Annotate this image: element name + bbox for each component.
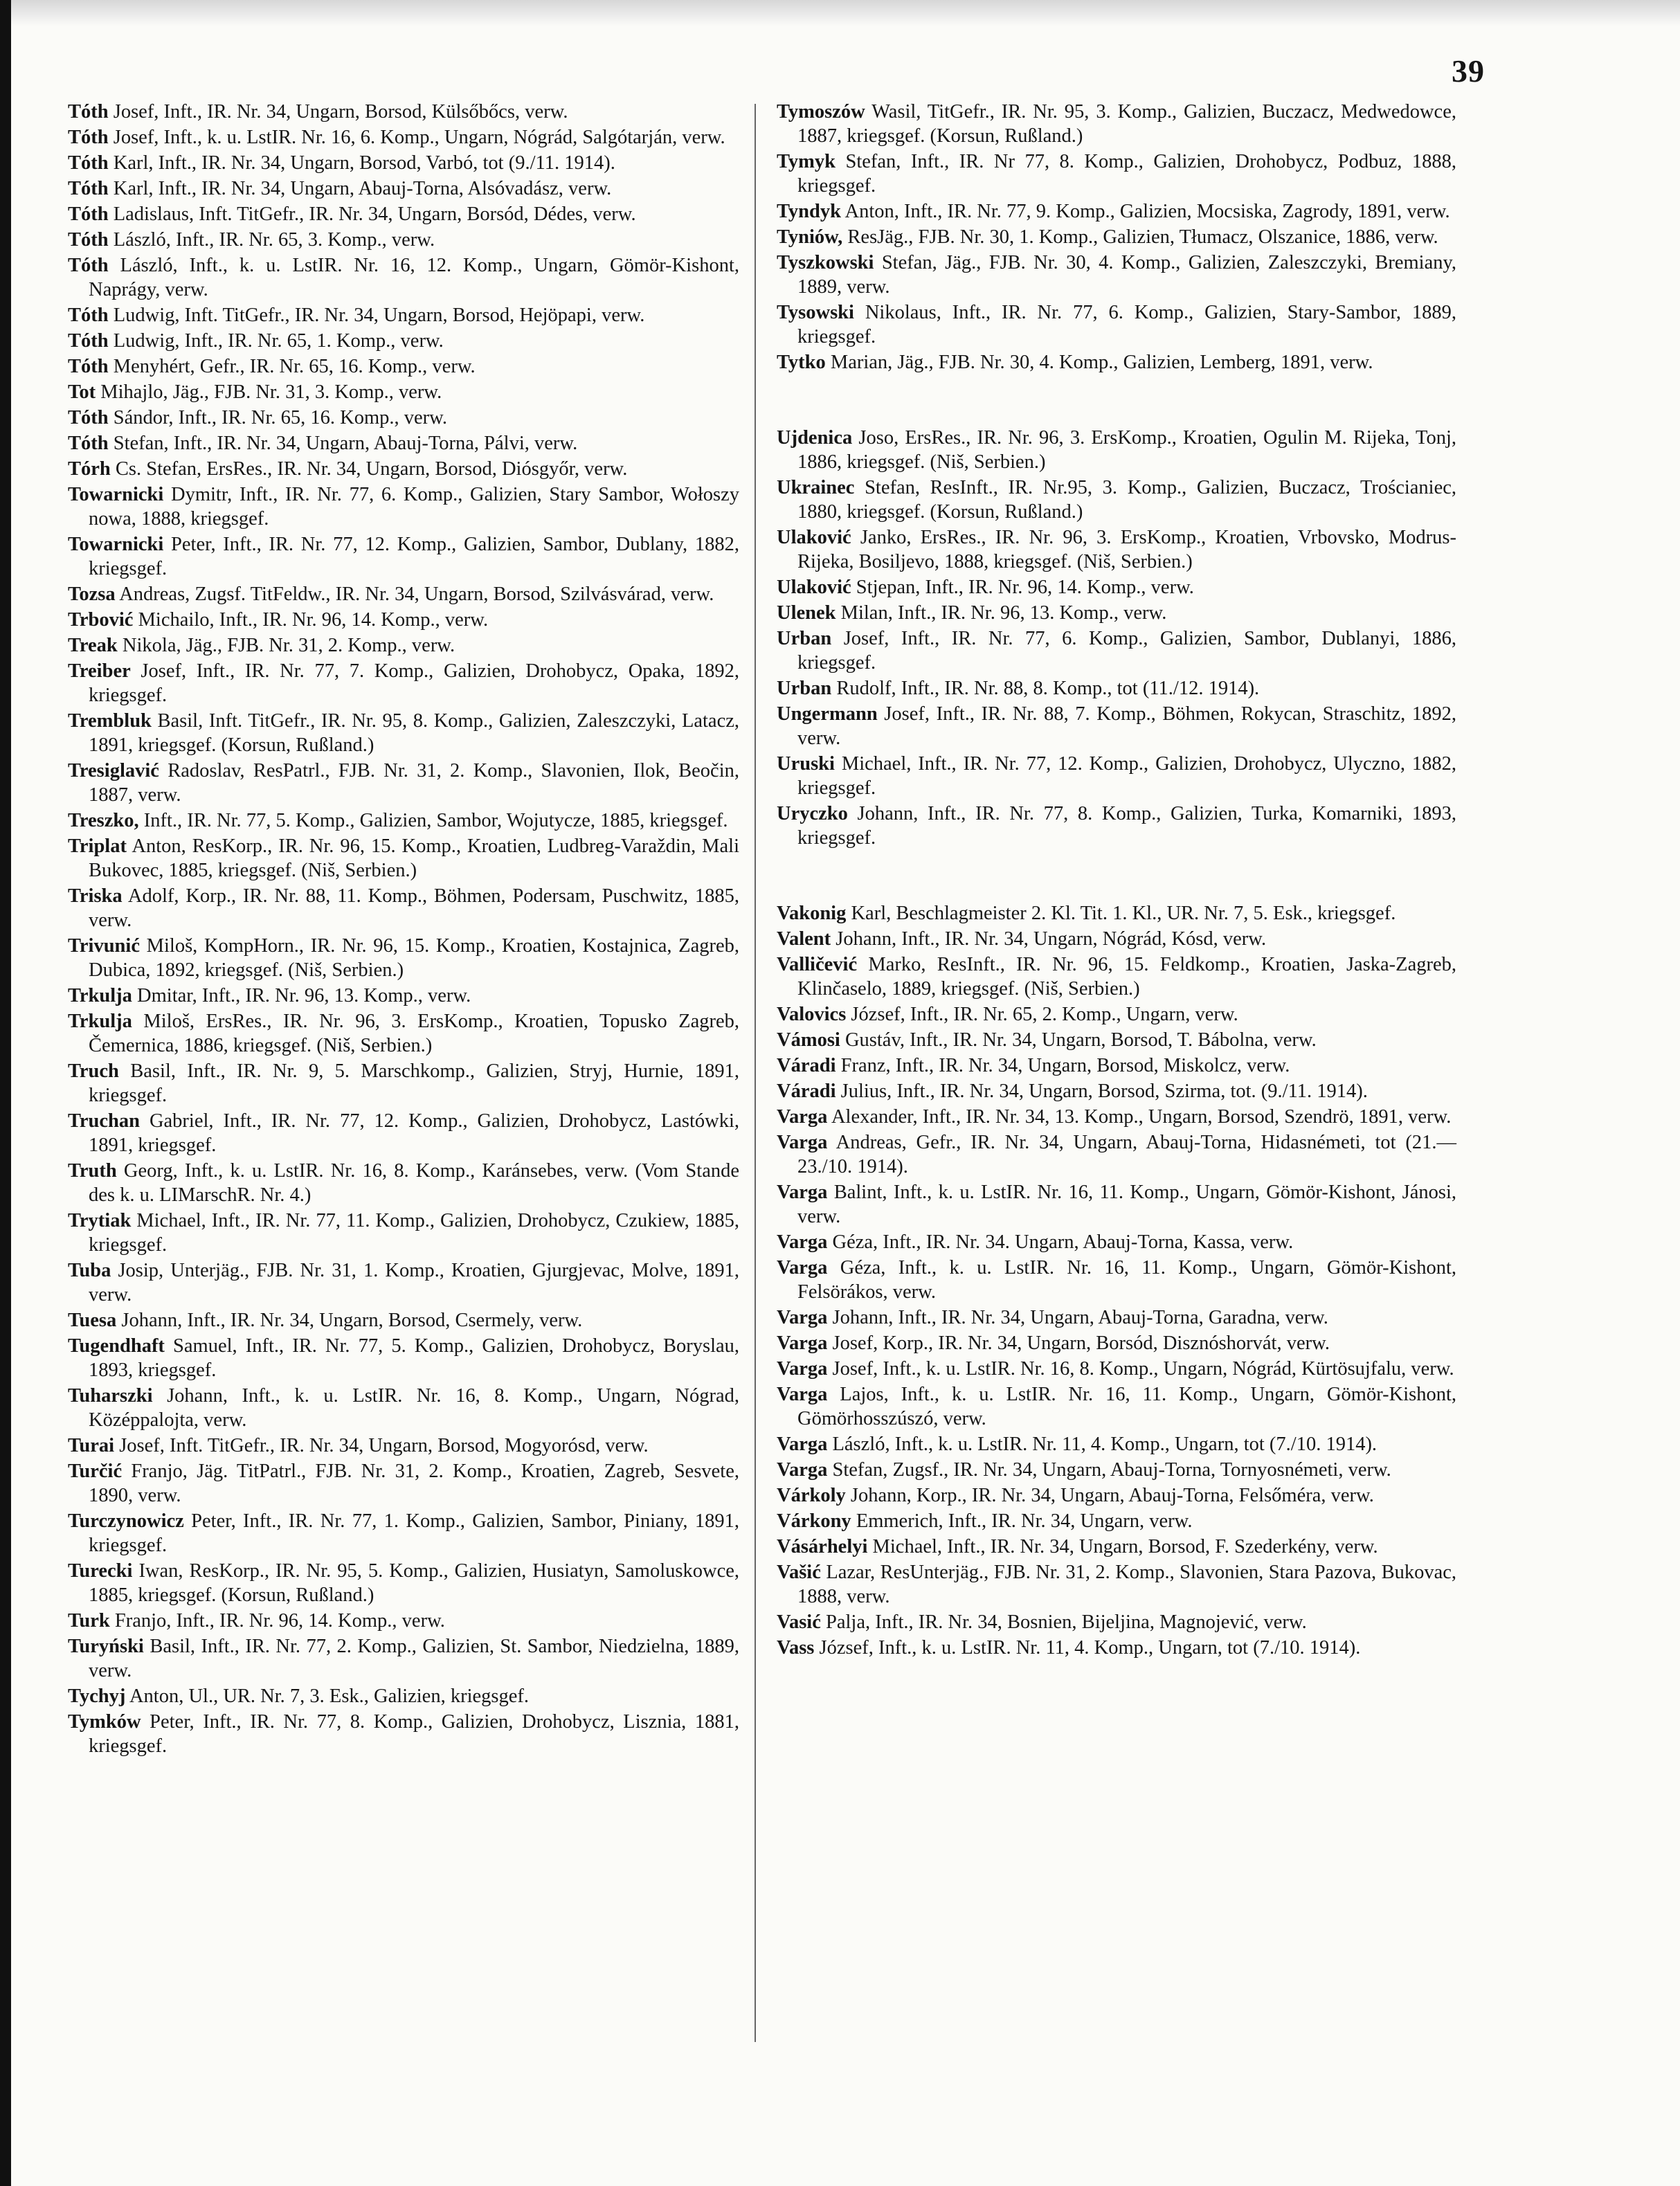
register-entry [777, 426, 1456, 474]
entry-surname: Trytiak [68, 1210, 132, 1231]
entry-surname: Turecki [68, 1560, 133, 1582]
entry-details: Johann, Inft., IR. Nr. 34, Ungarn, Borsod, Csermely, verw. [121, 1310, 583, 1331]
entry-surname: Tóth [68, 330, 109, 352]
entry-surname: Tymków [68, 1711, 141, 1733]
entry-surname: Urban [777, 628, 832, 649]
entry-surname: Valovics [777, 1004, 847, 1025]
entry-surname: Tytko [777, 352, 826, 373]
entry-surname: Varga [777, 1358, 828, 1380]
entry-surname: Urban [777, 678, 832, 699]
entry-surname: Tóth [68, 305, 109, 326]
register-entry [68, 100, 739, 124]
entry-details: Anton, Ul., UR. Nr. 7, 3. Esk., Galizien, kriegsgef. [129, 1686, 529, 1707]
register-entry [777, 100, 1456, 148]
entry-details: Palja, Inft., IR. Nr. 34, Bosnien, Bijeljina, Magnojević, verw. [826, 1611, 1307, 1633]
entry-details: Adolf, Korp., IR. Nr. 88, 11. Komp., Böhmen, Podersam, Puschwitz, 1885, verw. [89, 885, 739, 931]
entry-surname: Tóth [68, 101, 109, 123]
scan-top-shadow [11, 0, 1680, 26]
register-entry [68, 1258, 739, 1307]
register-entry [68, 1434, 739, 1458]
scan-edge [0, 0, 11, 2186]
entry-details: Johann, Inft., IR. Nr. 77, 8. Komp., Galizien, Turka, Komarniki, 1893, kriegsgef. [797, 803, 1456, 849]
register-entry [68, 582, 739, 606]
entry-surname: Turčić [68, 1461, 123, 1482]
entry-surname: Tyniów, [777, 226, 843, 248]
entry-surname: Turczynowicz [68, 1510, 184, 1532]
register-entry [777, 1331, 1456, 1355]
entry-surname: Truchan [68, 1110, 140, 1132]
entry-surname: Varga [777, 1384, 828, 1405]
entry-details: Stefan, Zugsf., IR. Nr. 34, Ungarn, Abauj-Torna, Tornyosnémeti, verw. [832, 1459, 1391, 1481]
entry-surname: Tuharszki [68, 1385, 153, 1407]
entry-details: Josef, Inft., IR. Nr. 88, 7. Komp., Böhmen, Rokycan, Straschitz, 1892, verw. [797, 703, 1456, 749]
entry-details: Iwan, ResKorp., IR. Nr. 95, 5. Komp., Galizien, Husiatyn, Samoluskowce, 1885, kriegsgef. (Korsun, Rußland.) [89, 1560, 739, 1606]
entry-details: Stefan, Jäg., FJB. Nr. 30, 4. Komp., Galizien, Zaleszczyki, Bremiany, 1889, verw. [797, 252, 1457, 298]
entry-surname: Vass [777, 1637, 815, 1659]
entry-details: József, Inft., IR. Nr. 65, 2. Komp., Ungarn, verw. [851, 1004, 1238, 1025]
register-entry [68, 834, 739, 883]
entry-surname: Truth [68, 1160, 117, 1182]
register-entry [777, 952, 1456, 1001]
register-entry [777, 1306, 1456, 1330]
entry-surname: Treiber [68, 660, 131, 682]
register-entry [68, 759, 739, 807]
entry-surname: Tóth [68, 255, 109, 276]
register-entry [777, 1002, 1456, 1027]
register-entry [68, 125, 739, 150]
entry-details: Michael, Inft., IR. Nr. 77, 11. Komp., Galizien, Drohobycz, Czukiew, 1885, kriegsgef. [89, 1210, 739, 1256]
entry-surname: Varga [777, 1434, 828, 1455]
register-entry [777, 251, 1456, 299]
entry-details: Rudolf, Inft., IR. Nr. 88, 8. Komp., tot (11./12. 1914). [836, 678, 1260, 699]
register-entry [777, 150, 1456, 198]
register-entry [68, 202, 739, 226]
entry-details: Michael, Inft., IR. Nr. 34, Ungarn, Borsod, F. Szederkény, verw. [872, 1536, 1378, 1557]
entry-details: László, Inft., k. u. LstIR. Nr. 11, 4. Komp., Ungarn, tot (7./10. 1914). [832, 1434, 1378, 1455]
register-entry [68, 633, 739, 658]
entry-surname: Varga [777, 1132, 828, 1153]
register-entry [777, 1458, 1456, 1482]
entry-surname: Tóth [68, 127, 109, 148]
register-entry [777, 676, 1456, 701]
entry-details: Josef, Korp., IR. Nr. 34, Ungarn, Borsód, Disznóshorvát, verw. [832, 1333, 1330, 1354]
entry-surname: Tymyk [777, 151, 836, 172]
entry-surname: Tóth [68, 152, 109, 174]
entry-details: Peter, Inft., IR. Nr. 77, 12. Komp., Galizien, Sambor, Dublany, 1882, kriegsgef. [89, 534, 739, 579]
entry-surname: Tymoszów [777, 101, 865, 123]
register-entry [777, 1483, 1456, 1508]
register-entry [777, 1636, 1456, 1660]
register-entry [777, 1256, 1456, 1304]
entry-details: László, Inft., IR. Nr. 65, 3. Komp., verw. [113, 229, 435, 251]
entry-details: Marian, Jäg., FJB. Nr. 30, 4. Komp., Galizien, Lemberg, 1891, verw. [830, 352, 1373, 373]
entry-surname: Varga [777, 1459, 828, 1481]
entry-surname: Uruski [777, 753, 835, 775]
entry-details: Milan, Inft., IR. Nr. 96, 13. Komp., verw. [840, 602, 1167, 624]
entry-surname: Tysowski [777, 302, 854, 323]
entry-details: Peter, Inft., IR. Nr. 77, 8. Komp., Galizien, Drohobycz, Lisznia, 1881, kriegsgef. [89, 1711, 739, 1757]
entry-surname: Várkoly [777, 1485, 846, 1506]
register-entry [777, 1432, 1456, 1456]
entry-details: Anton, ResKorp., IR. Nr. 96, 15. Komp., Kroatien, Ludbreg-Varaždin, Mali Bukovec, 1885, kriegsgef. (Niš, Serbien.) [89, 835, 739, 881]
entry-surname: Tozsa [68, 584, 116, 605]
entry-surname: Treszko, [68, 810, 139, 831]
entry-details: ResJäg., FJB. Nr. 30, 1. Komp., Galizien, Tłumacz, Olszanice, 1886, verw. [847, 226, 1438, 248]
entry-surname: Ukrainec [777, 477, 855, 498]
column-divider [755, 104, 756, 2042]
register-entry [777, 225, 1456, 249]
entry-details: Karl, Inft., IR. Nr. 34, Ungarn, Borsod, Varbó, tot (9./11. 1914). [113, 152, 615, 174]
entry-surname: Váradi [777, 1055, 836, 1076]
entry-details: Julius, Inft., IR. Nr. 34, Ungarn, Borsod, Szirma, tot. (9./11. 1914). [840, 1081, 1368, 1102]
entry-surname: Tóth [68, 356, 109, 377]
entry-surname: Varga [777, 1307, 828, 1328]
entry-surname: Varga [777, 1333, 828, 1354]
entry-details: Franjo, Jäg. TitPatrl., FJB. Nr. 31, 2. Komp., Kroatien, Zagreb, Sesvete, 1890, verw. [89, 1461, 739, 1506]
entry-details: Géza, Inft., IR. Nr. 34. Ungarn, Abauj-Torna, Kassa, verw. [832, 1231, 1294, 1253]
entry-details: Nikola, Jäg., FJB. Nr. 31, 2. Komp., verw. [122, 635, 455, 656]
entry-details: Menyhért, Gefr., IR. Nr. 65, 16. Komp., verw. [113, 356, 476, 377]
entry-surname: Vámosi [777, 1029, 840, 1051]
register-entry [68, 1634, 739, 1683]
entry-details: Stefan, ResInft., IR. Nr.95, 3. Komp., Galizien, Buczacz, Trościaniec, 1880, kriegsgef. (Korsun, Rußland.) [797, 477, 1457, 523]
entry-details: Emmerich, Inft., IR. Nr. 34, Ungarn, verw. [856, 1510, 1193, 1532]
register-entry [777, 752, 1456, 800]
register-entry [68, 482, 739, 531]
entry-surname: Trembluk [68, 710, 152, 732]
entry-surname: Vasić [777, 1611, 821, 1633]
register-entry [68, 354, 739, 379]
entry-details: Miloš, ErsRes., IR. Nr. 96, 3. ErsKomp., Kroatien, Topusko Zagreb, Čemernica, 1886, kriegsgef. (Niš, Serbien.) [89, 1011, 739, 1056]
entry-surname: Turai [68, 1435, 115, 1456]
register-entry [777, 575, 1456, 599]
entry-details: Dymitr, Inft., IR. Nr. 77, 6. Komp., Galizien, Stary Sambor, Wołoszy nowa, 1888, kriegsgef. [89, 484, 740, 530]
register-entry [68, 151, 739, 175]
register-entry [777, 476, 1456, 524]
entry-surname: Tresiglavić [68, 760, 159, 782]
letter-section-gap [777, 851, 1456, 901]
entry-details: Michailo, Inft., IR. Nr. 96, 14. Komp., verw. [138, 609, 489, 631]
entry-details: Karl, Beschlagmeister 2. Kl. Tit. 1. Kl., UR. Nr. 7, 5. Esk., kriegsgef. [851, 903, 1396, 924]
register-entry [68, 457, 739, 481]
entry-details: Johann, Inft., IR. Nr. 34, Ungarn, Nógrád, Kósd, verw. [836, 928, 1267, 950]
entry-details: Josef, Inft., IR. Nr. 77, 7. Komp., Galizien, Drohobycz, Opaka, 1892, kriegsgef. [89, 660, 739, 706]
entry-details: Cs. Stefan, ErsRes., IR. Nr. 34, Ungarn, Borsod, Diósgyőr, verw. [115, 458, 628, 480]
entry-details: Sándor, Inft., IR. Nr. 65, 16. Komp., verw. [113, 407, 447, 428]
register-entry [777, 1054, 1456, 1078]
register-entry [68, 1384, 739, 1432]
entry-details: Johann, Korp., IR. Nr. 34, Ungarn, Abauj-Torna, Felsőméra, verw. [850, 1485, 1374, 1506]
register-entry [68, 380, 739, 404]
entry-details: Nikolaus, Inft., IR. Nr. 77, 6. Komp., Galizien, Stary-Sambor, 1889, kriegsgef. [797, 302, 1457, 347]
entry-details: Johann, Inft., IR. Nr. 34, Ungarn, Abauj-Torna, Garadna, verw. [832, 1307, 1328, 1328]
register-entry [777, 350, 1456, 374]
entry-details: Stefan, Inft., IR. Nr 77, 8. Komp., Galizien, Drohobycz, Podbuz, 1888, kriegsgef. [797, 151, 1456, 197]
entry-surname: Trkulja [68, 985, 132, 1006]
entry-surname: Varga [777, 1182, 828, 1203]
entry-details: Ladislaus, Inft. TitGefr., IR. Nr. 34, Ungarn, Borsód, Dédes, verw. [113, 204, 636, 225]
entry-details: Lajos, Inft., k. u. LstIR. Nr. 16, 11. Komp., Ungarn, Gömör-Kishont, Gömörhosszúszó, verw. [797, 1384, 1456, 1429]
entry-details: Michael, Inft., IR. Nr. 77, 12. Komp., Galizien, Drohobycz, Ulyczno, 1882, kriegsgef. [797, 753, 1457, 799]
register-entry [68, 177, 739, 201]
entry-surname: Tóth [68, 407, 109, 428]
entry-surname: Várkony [777, 1510, 851, 1532]
entry-details: László, Inft., k. u. LstIR. Nr. 16, 12. Komp., Ungarn, Gömör-Kishont, Naprágy, verw. [89, 255, 739, 300]
register-entry [777, 927, 1456, 951]
entry-surname: Tóth [68, 229, 109, 251]
entry-surname: Tóth [68, 433, 109, 454]
entry-details: Georg, Inft., k. u. LstIR. Nr. 16, 8. Komp., Karánsebes, verw. (Vom Stande des k. u. LIMarschR. Nr. 4.) [89, 1160, 739, 1206]
register-entry [777, 626, 1456, 675]
entry-details: Joso, ErsRes., IR. Nr. 96, 3. ErsKomp., Kroatien, Ogulin M. Rijeka, Tonj, 1886, kriegsgef. (Niš, Serbien.) [797, 427, 1456, 473]
entry-details: Josef, Inft., k. u. LstIR. Nr. 16, 6. Komp., Ungarn, Nógrád, Salgótarján, verw. [113, 127, 725, 148]
register-entry [777, 1230, 1456, 1254]
register-entry [68, 303, 739, 327]
register-entry [777, 1180, 1456, 1229]
register-entry [68, 1109, 739, 1157]
entry-details: Gustáv, Inft., IR. Nr. 34, Ungarn, Borsod, T. Bábolna, verw. [844, 1029, 1317, 1051]
entry-surname: Tuesa [68, 1310, 117, 1331]
entry-details: Josef, Inft., IR. Nr. 77, 6. Komp., Galizien, Sambor, Dublanyi, 1886, kriegsgef. [797, 628, 1457, 674]
entry-details: Basil, Inft., IR. Nr. 9, 5. Marschkomp., Galizien, Stryj, Hurnie, 1891, kriegsgef. [89, 1060, 739, 1106]
entry-details: Radoslav, ResPatrl., FJB. Nr. 31, 2. Komp., Slavonien, Ilok, Beočin, 1887, verw. [89, 760, 740, 806]
register-entry [68, 532, 739, 581]
entry-details: Josef, Inft. TitGefr., IR. Nr. 34, Ungarn, Borsod, Mogyorósd, verw. [119, 1435, 649, 1456]
register-entry [777, 1610, 1456, 1634]
register-entry [68, 1684, 739, 1708]
entry-surname: Vásárhelyi [777, 1536, 868, 1557]
register-entry [777, 525, 1456, 574]
entry-surname: Tugendhaft [68, 1335, 165, 1357]
register-entry [68, 659, 739, 707]
entry-details: Josef, Inft., k. u. LstIR. Nr. 16, 8. Komp., Ungarn, Nógrád, Kürtösujfalu, verw. [832, 1358, 1454, 1380]
register-entry [68, 1209, 739, 1257]
entry-details: Karl, Inft., IR. Nr. 34, Ungarn, Abauj-Torna, Alsóvadász, verw. [113, 178, 612, 199]
entry-details: Basil, Inft. TitGefr., IR. Nr. 95, 8. Komp., Galizien, Zaleszczyki, Latacz, 1891, kriegsgef. (Korsun, Rußland.) [89, 710, 739, 756]
entry-surname: Varga [777, 1231, 828, 1253]
entry-surname: Valličević [777, 954, 858, 975]
register-entry [777, 901, 1456, 925]
entry-surname: Tóth [68, 204, 109, 225]
entry-surname: Tórh [68, 458, 111, 480]
entry-details: Miloš, KompHorn., IR. Nr. 96, 15. Komp., Kroatien, Kostajnica, Zagreb, Dubica, 1892, kriegsgef. (Niš, Serbien.) [89, 935, 740, 981]
register-entry [68, 1059, 739, 1108]
entry-details: Marko, ResInft., IR. Nr. 96, 15. Feldkomp., Kroatien, Jaska-Zagreb, Klinčaselo, 1889, kriegsgef. (Niš, Serbien.) [797, 954, 1456, 1000]
entry-surname: Towarnicki [68, 484, 164, 505]
register-entry [68, 984, 739, 1008]
entry-surname: Towarnicki [68, 534, 164, 555]
entry-surname: Triska [68, 885, 123, 907]
entry-surname: Triplat [68, 835, 127, 857]
register-entry [777, 601, 1456, 625]
entry-details: Josef, Inft., IR. Nr. 34, Ungarn, Borsod, Külsőbőcs, verw. [113, 101, 568, 123]
register-entry [68, 1159, 739, 1207]
entry-details: Peter, Inft., IR. Nr. 77, 1. Komp., Galizien, Sambor, Piniany, 1891, kriegsgef. [89, 1510, 740, 1556]
entry-surname: Trbović [68, 609, 134, 631]
register-entry [68, 1009, 739, 1058]
entry-details: Josip, Unterjäg., FJB. Nr. 31, 1. Komp., Kroatien, Gjurgjevac, Molve, 1891, verw. [89, 1260, 739, 1306]
entry-details: Basil, Inft., IR. Nr. 77, 2. Komp., Galizien, St. Sambor, Niedzielna, 1889, verw. [89, 1636, 739, 1681]
entry-details: Franjo, Inft., IR. Nr. 96, 14. Komp., verw. [114, 1610, 445, 1632]
register-entry [777, 1357, 1456, 1381]
entry-details: Janko, ErsRes., IR. Nr. 96, 3. ErsKomp., Kroatien, Vrbovsko, Modrus-Rijeka, Bosiljevo, 1888, kriegsgef. (Niš, Serbien.) [797, 527, 1457, 572]
entry-details: Wasil, TitGefr., IR. Nr. 95, 3. Komp., Galizien, Buczacz, Medwedowce, 1887, kriegsgef. (Korsun, Rußland.) [797, 101, 1456, 147]
page-number: 39 [1452, 53, 1485, 89]
entry-details: Mihajlo, Jäg., FJB. Nr. 31, 3. Komp., verw. [100, 381, 442, 403]
entry-surname: Vakonig [777, 903, 847, 924]
entry-surname: Tyndyk [777, 201, 841, 222]
entry-details: Andreas, Zugsf. TitFeldw., IR. Nr. 34, Ungarn, Borsod, Szilvásvárad, verw. [119, 584, 714, 605]
letter-section-gap [777, 376, 1456, 426]
register-entry [68, 884, 739, 932]
entry-surname: Treak [68, 635, 118, 656]
entry-surname: Tuba [68, 1260, 111, 1281]
register-entry [777, 1130, 1456, 1179]
register-entry [68, 1334, 739, 1382]
entry-surname: Ulaković [777, 527, 851, 548]
entry-details: József, Inft., k. u. LstIR. Nr. 11, 4. Komp., Ungarn, tot (7./10. 1914). [819, 1637, 1361, 1659]
register-entry [68, 406, 739, 430]
entry-surname: Vašić [777, 1562, 821, 1583]
right-column [777, 100, 1456, 1661]
entry-surname: Varga [777, 1106, 828, 1128]
register-entry [777, 1535, 1456, 1559]
register-entry [68, 1609, 739, 1633]
register-entry [777, 300, 1456, 349]
entry-details: Johann, Inft., k. u. LstIR. Nr. 16, 8. Komp., Ungarn, Nógrad, Középpalojta, verw. [89, 1385, 739, 1431]
entry-surname: Trkulja [68, 1011, 132, 1032]
entry-surname: Trivunić [68, 935, 140, 957]
register-entry [68, 608, 739, 632]
register-entry [68, 1710, 739, 1758]
left-column [68, 100, 739, 1760]
entry-surname: Varga [777, 1257, 828, 1279]
entry-surname: Tychyj [68, 1686, 126, 1707]
entry-surname: Tot [68, 381, 96, 403]
entry-surname: Turyński [68, 1636, 144, 1657]
entry-details: Dmitar, Inft., IR. Nr. 96, 13. Komp., verw. [137, 985, 471, 1006]
entry-surname: Ulaković [777, 577, 851, 598]
register-entry [68, 1459, 739, 1508]
register-entry [68, 1308, 739, 1333]
register-entry [68, 709, 739, 757]
register-entry [777, 199, 1456, 224]
entry-surname: Truch [68, 1060, 119, 1082]
entry-surname: Tyszkowski [777, 252, 874, 273]
entry-details: Andreas, Gefr., IR. Nr. 34, Ungarn, Abauj-Torna, Hidasnémeti, tot (21.—23./10. 1914). [797, 1132, 1456, 1177]
register-entry [68, 934, 739, 982]
entry-surname: Ujdenica [777, 427, 853, 449]
register-entry [777, 1105, 1456, 1129]
entry-details: Samuel, Inft., IR. Nr. 77, 5. Komp., Galizien, Drohobycz, Boryslau, 1893, kriegsgef. [89, 1335, 740, 1381]
entry-surname: Turk [68, 1610, 110, 1632]
entry-details: Gabriel, Inft., IR. Nr. 77, 12. Komp., Galizien, Drohobycz, Lastówki, 1891, kriegsgef. [89, 1110, 740, 1156]
register-entry [68, 253, 739, 302]
register-entry [68, 1559, 739, 1607]
register-entry [68, 809, 739, 833]
entry-details: Inft., IR. Nr. 77, 5. Komp., Galizien, Sambor, Wojutycze, 1885, kriegsgef. [143, 810, 728, 831]
register-entry [68, 1509, 739, 1557]
entry-details: Stjepan, Inft., IR. Nr. 96, 14. Komp., verw. [856, 577, 1194, 598]
entry-surname: Valent [777, 928, 831, 950]
entry-surname: Váradi [777, 1081, 836, 1102]
register-entry [68, 329, 739, 353]
entry-surname: Ulenek [777, 602, 836, 624]
entry-details: Franz, Inft., IR. Nr. 34, Ungarn, Borsod, Miskolcz, verw. [840, 1055, 1290, 1076]
register-entry [777, 1028, 1456, 1052]
entry-details: Anton, Inft., IR. Nr. 77, 9. Komp., Galizien, Mocsiska, Zagrody, 1891, verw. [844, 201, 1450, 222]
register-entry [777, 802, 1456, 850]
register-entry [777, 1382, 1456, 1431]
entry-details: Ludwig, Inft., IR. Nr. 65, 1. Komp., verw. [113, 330, 444, 352]
entry-details: Lazar, ResUnterjäg., FJB. Nr. 31, 2. Komp., Slavonien, Stara Pazova, Bukovac, 1888, verw. [797, 1562, 1457, 1607]
register-entry [777, 1509, 1456, 1533]
entry-details: Ludwig, Inft. TitGefr., IR. Nr. 34, Ungarn, Borsod, Hejöpapi, verw. [113, 305, 645, 326]
register-entry [777, 1560, 1456, 1609]
entry-details: Alexander, Inft., IR. Nr. 34, 13. Komp., Ungarn, Borsod, Szendrö, 1891, verw. [831, 1106, 1452, 1128]
register-entry [777, 1079, 1456, 1103]
entry-surname: Ungermann [777, 703, 878, 725]
register-entry [777, 702, 1456, 750]
register-entry [68, 431, 739, 455]
entry-details: Balint, Inft., k. u. LstIR. Nr. 16, 11. Komp., Ungarn, Gömör-Kishont, Jánosi, verw. [797, 1182, 1456, 1227]
entry-surname: Tóth [68, 178, 109, 199]
entry-details: Stefan, Inft., IR. Nr. 34, Ungarn, Abauj-Torna, Pálvi, verw. [113, 433, 578, 454]
entry-details: Géza, Inft., k. u. LstIR. Nr. 16, 11. Komp., Ungarn, Gömör-Kishont, Felsörákos, verw. [797, 1257, 1457, 1303]
entry-surname: Uryczko [777, 803, 848, 824]
register-entry [68, 228, 739, 252]
